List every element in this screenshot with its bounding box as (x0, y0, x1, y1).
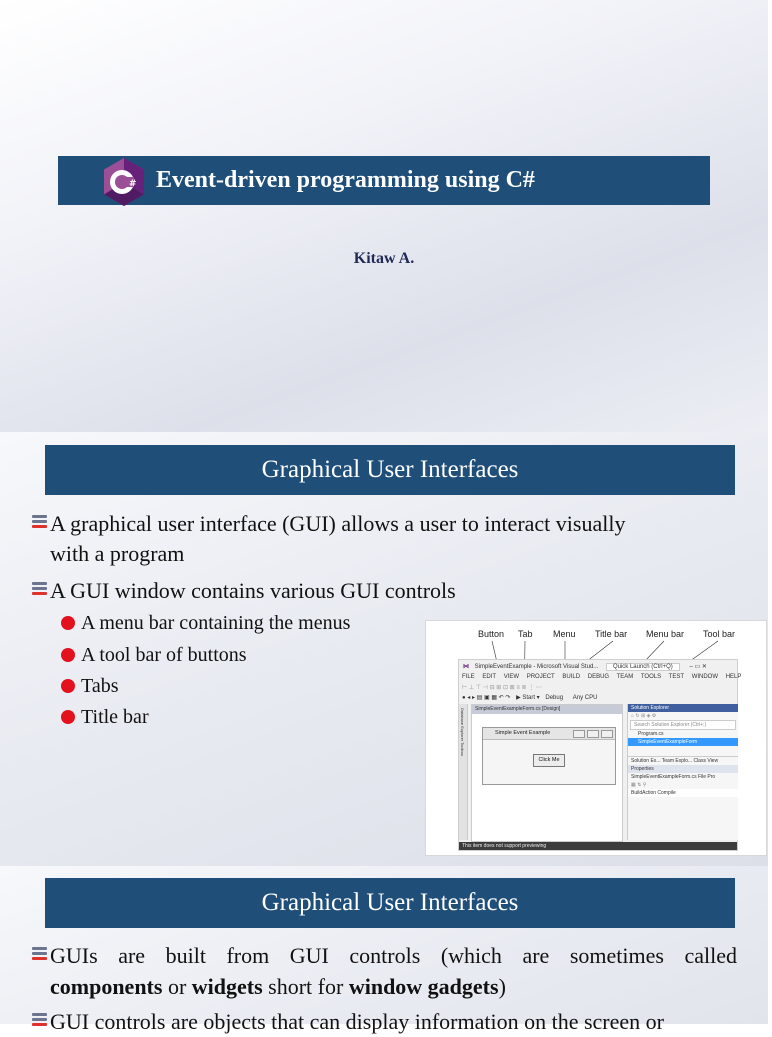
menu-file[interactable]: FILE (462, 674, 475, 680)
side-tool-tabs[interactable]: Database Explorer Toolbox (459, 704, 468, 840)
designer-pane (471, 704, 623, 842)
properties-row[interactable]: BuildAction Compile (628, 789, 738, 797)
bullet-gui-controls-objects: GUI controls are objects that can display information on the screen or (32, 1007, 772, 1037)
title-slide (0, 0, 768, 432)
ide-menu-bar (459, 674, 740, 680)
author-name: Kitaw A. (353, 250, 415, 267)
bullet-gui-definition-cont: with a program (50, 541, 185, 566)
window-controls[interactable]: – ▭ ✕ (689, 664, 707, 670)
menu-project[interactable]: PROJECT (526, 674, 555, 680)
start-debug-button[interactable]: ▶ Start ▾ (516, 695, 540, 701)
annotation-menu: Menu (553, 629, 576, 639)
sub-bullet-tabs: Tabs (61, 673, 118, 699)
presentation-title: Event-driven programming using C# (156, 167, 535, 193)
bullet-dot-icon (61, 679, 75, 693)
ide-window-title: SimpleEventExample - Microsoft Visual Stud... (474, 664, 599, 670)
bullet-gui-window: A GUI window contains various GUI controls (32, 576, 456, 606)
annotation-button: Button (478, 629, 505, 639)
status-bar: This item does not support previewing (459, 842, 737, 850)
sub-bullet-title-bar: Title bar (61, 704, 149, 730)
properties-object[interactable]: SimpleEventExampleForm.cs File Pro (631, 774, 716, 780)
solution-search-input[interactable]: Search Solution Explorer (Ctrl+;) (630, 720, 736, 730)
properties-toolbar[interactable]: ▦ ⇅ ⚲ (631, 782, 647, 788)
slide-title-banner (45, 445, 735, 495)
solution-explorer-header: Solution Explorer (628, 704, 738, 712)
tree-item-form[interactable]: SimpleEventExampleForm (628, 738, 738, 746)
bullet-icon (32, 582, 47, 601)
solution-toolbar[interactable]: ⌂ ↻ ⊞ ◈ ⚙ (631, 713, 657, 719)
sub-bullet-tool-bar: A tool bar of buttons (61, 642, 247, 668)
svg-text:#: # (129, 179, 137, 189)
title-banner (58, 156, 710, 205)
gui-controls-slide (0, 866, 768, 1034)
bullet-gui-controls-cont: components or widgets short for window gadgets) (50, 974, 506, 999)
bullet-gui-controls: GUIs are built from GUI controls (which are sometimes called (32, 941, 737, 971)
bullet-dot-icon (61, 710, 75, 724)
annotation-tab: Tab (518, 629, 533, 639)
slide-title: Graphical User Interfaces (261, 456, 519, 483)
annotation-title-bar: Title bar (595, 629, 628, 639)
form-title-bar: Simple Event Example (483, 728, 615, 740)
bullet-gui-definition: A graphical user interface (GUI) allows a user to interact visually (32, 509, 737, 539)
form-window-buttons[interactable] (571, 730, 613, 743)
menu-help[interactable]: HELP (725, 674, 742, 680)
toolbar-icons[interactable]: ● ◂ ▸ ▤ ▣ ▦ ↶ ↷ (462, 695, 511, 701)
click-me-button[interactable]: Click Me (533, 754, 565, 767)
menu-tools[interactable]: TOOLS (640, 674, 662, 680)
gui-slide (0, 432, 768, 866)
menu-view[interactable]: VIEW (503, 674, 520, 680)
winform-preview (482, 727, 616, 785)
menu-window[interactable]: WINDOW (691, 674, 719, 680)
menu-edit[interactable]: EDIT (482, 674, 497, 680)
menu-team[interactable]: TEAM (616, 674, 634, 680)
pane-tabs[interactable]: Solution Ex... Team Explo... Class View (628, 756, 738, 765)
annotation-tool-bar: Tool bar (703, 629, 736, 639)
bullet-dot-icon (61, 648, 75, 662)
menu-test[interactable]: TEST (668, 674, 685, 680)
bullet-dot-icon (61, 616, 75, 630)
bullet-icon (32, 1013, 47, 1032)
solution-explorer-pane (627, 704, 738, 840)
bullet-icon (32, 515, 47, 534)
quick-launch-box[interactable]: Quick Launch (Ctrl+Q) (606, 663, 680, 671)
visual-studio-screenshot (425, 620, 767, 856)
vs-logo-icon: ⋈ (463, 664, 469, 670)
ide-title-row (459, 663, 737, 670)
ide-layout-toolbar: ⊢ ⊥ ⊤ ⊣ ⊟ ⊞ ⊡ ⊠ ≡ ≣ ⋮ ⋯ (462, 685, 542, 691)
ide-window (458, 659, 742, 851)
menu-build[interactable]: BUILD (562, 674, 581, 680)
menu-debug[interactable]: DEBUG (587, 674, 610, 680)
slide-title: Graphical User Interfaces (261, 889, 519, 916)
annotation-menu-bar: Menu bar (646, 629, 685, 639)
csharp-logo-icon (100, 156, 148, 208)
designer-tab[interactable]: SimpleEventExampleForm.cs [Design] (472, 705, 622, 714)
slide-title-banner (45, 878, 735, 928)
bullet-icon (32, 947, 47, 966)
sub-bullet-menu-bar: A menu bar containing the menus (61, 610, 350, 636)
properties-header: Properties (628, 765, 738, 773)
config-dropdown[interactable]: Debug (545, 695, 564, 701)
tree-item-program[interactable]: Program.cs (638, 731, 664, 737)
ide-standard-toolbar (459, 694, 740, 701)
platform-dropdown[interactable]: Any CPU (572, 695, 598, 701)
